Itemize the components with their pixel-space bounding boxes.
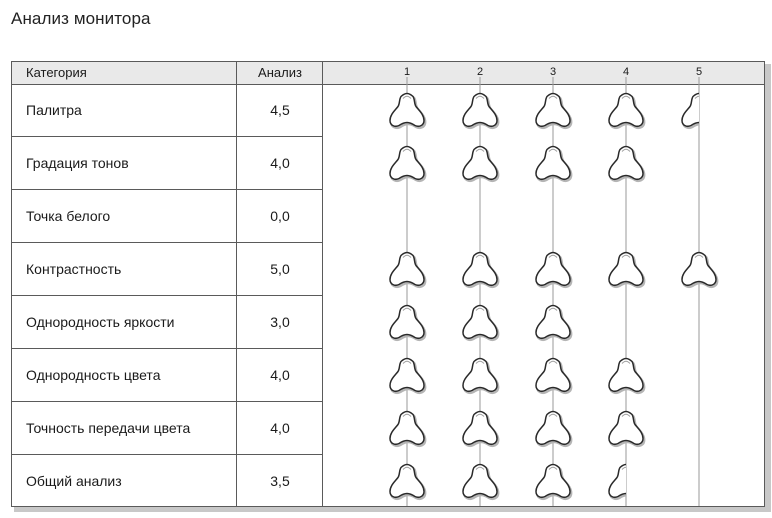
table-row	[12, 243, 322, 296]
rating-mark	[609, 94, 644, 128]
category-label: Контрастность	[26, 261, 122, 277]
rating-mark	[609, 147, 644, 181]
table-row	[12, 455, 322, 508]
scale-tick-label: 2	[476, 66, 484, 78]
score-value: 4,0	[270, 367, 290, 383]
page-title: Анализ монитора	[11, 9, 151, 28]
rating-mark	[609, 465, 644, 499]
rating-mark	[682, 94, 717, 128]
rating-mark	[463, 147, 498, 181]
scale-tick-label: 1	[403, 66, 411, 78]
rating-mark	[463, 306, 498, 340]
rating-mark	[463, 359, 498, 393]
rating-mark	[463, 94, 498, 128]
rating-table	[11, 61, 765, 507]
category-label: Точность передачи цвета	[26, 420, 191, 436]
score-value: 3,0	[270, 314, 290, 330]
score-value: 4,0	[270, 420, 290, 436]
rating-mark	[536, 253, 571, 287]
table-row	[12, 137, 322, 190]
category-label: Общий анализ	[26, 473, 122, 489]
rating-mark	[390, 465, 425, 499]
table-row	[12, 349, 322, 402]
rating-mark	[536, 306, 571, 340]
category-label: Однородность яркости	[26, 314, 175, 330]
rating-mark	[536, 94, 571, 128]
category-column-header: Категория	[26, 65, 87, 80]
rating-mark	[390, 412, 425, 446]
rating-mark	[390, 253, 425, 287]
rating-mark	[536, 147, 571, 181]
table-row	[12, 190, 322, 243]
scale-tick-labels	[404, 66, 702, 78]
rating-mark	[609, 253, 644, 287]
score-value: 3,5	[270, 473, 290, 489]
score-value: 4,0	[270, 155, 290, 171]
table-row	[12, 402, 322, 455]
rating-mark	[463, 253, 498, 287]
category-label: Точка белого	[26, 208, 111, 224]
rating-mark	[536, 465, 571, 499]
rating-mark	[390, 94, 425, 128]
rating-mark	[390, 359, 425, 393]
rating-mark	[390, 306, 425, 340]
category-label: Палитра	[26, 102, 82, 118]
rating-mark	[536, 412, 571, 446]
rating-mark	[463, 465, 498, 499]
rating-mark	[609, 359, 644, 393]
table-row	[12, 296, 322, 349]
category-label: Градация тонов	[26, 155, 129, 171]
score-value: 0,0	[270, 208, 290, 224]
rating-mark	[609, 412, 644, 446]
category-label: Однородность цвета	[26, 367, 161, 383]
rating-mark	[390, 147, 425, 181]
scale-tick-label: 3	[549, 66, 557, 78]
table-row	[12, 84, 322, 137]
score-value: 4,5	[270, 102, 290, 118]
score-column-header: Анализ	[258, 65, 302, 80]
rating-marks	[390, 94, 717, 499]
scale-tick-label: 5	[695, 66, 703, 78]
scale-tick-label: 4	[622, 66, 630, 78]
rating-mark	[536, 359, 571, 393]
rating-chart	[323, 62, 764, 506]
rating-mark	[463, 412, 498, 446]
score-value: 5,0	[270, 261, 290, 277]
rating-mark	[682, 253, 717, 287]
